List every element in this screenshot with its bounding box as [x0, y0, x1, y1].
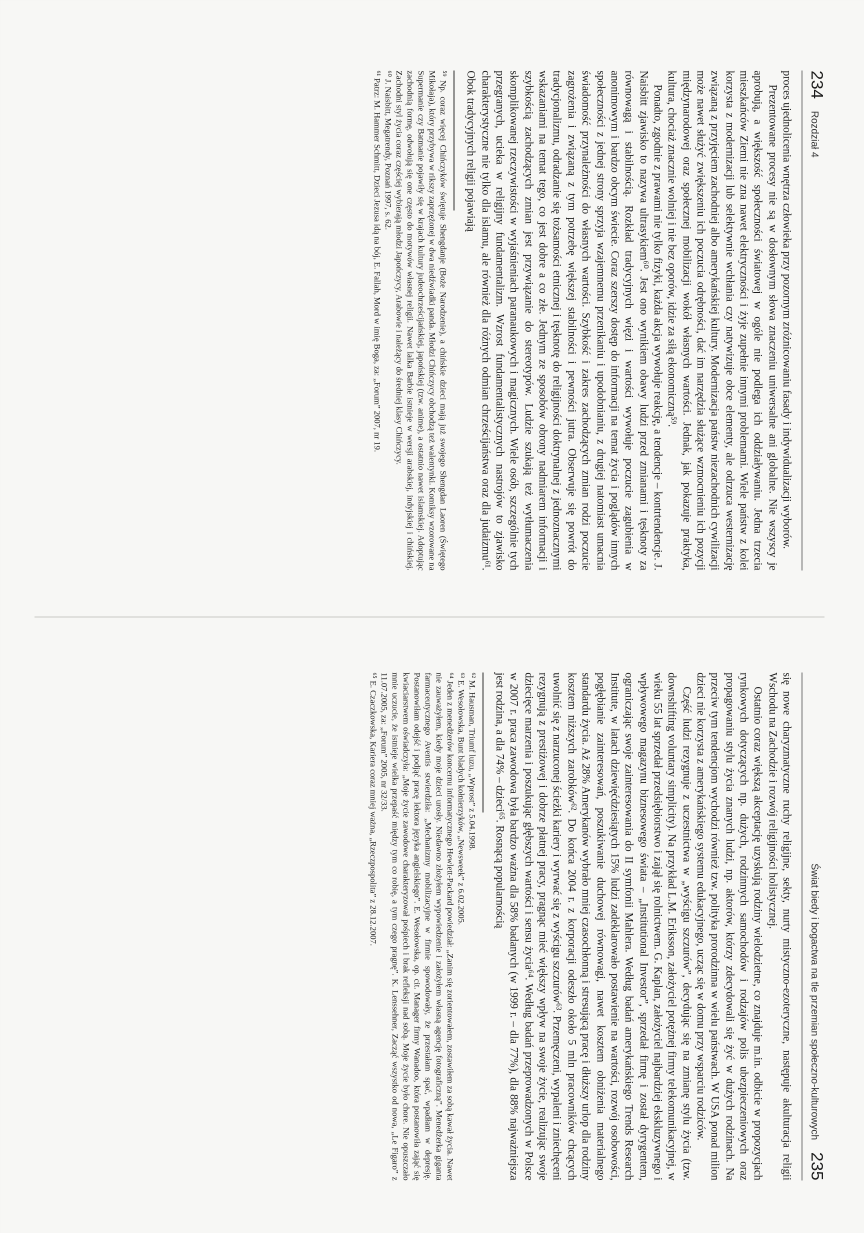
- right-body-text: [492, 672, 793, 1180]
- paragraph: proces ujednolicenia wnętrza człowieka przy pozornym zróżnicowaniu fasady i indywidualizacji wyborów.: [780, 70, 792, 549]
- left-page: [371, 70, 826, 570]
- footnote: ⁶³ E. Wesołowska, Bunt bladych kołnierzyków, „Newsweek” z 6.02.2005.: [455, 672, 466, 925]
- left-footnotes: [371, 70, 448, 570]
- paragraph: Ostatnio coraz większą akceptację uzyskują rodziny wielodzietne, co znajduje m.in. odbicie w propozycjach rynkowych dotyczących np. dużych, rodzinnych samochodów i rodzajów polis ubezpieczeniowych oraz propagowaniu stylu życia znanych ludzi, np. aktorów, którzy zdecydowali się żyć w dużych rodzinach. Na przeciw tym tendencjom wychodzi również tzw. polityka prorodzinna w wielu państwach. W USA ponad milion dzieci nie korzysta z amerykańskiego systemu edukacyjnego, ucząc się w domu przy wsparciu rodziców.: [693, 672, 764, 1180]
- left-page-header: [801, 70, 826, 570]
- footnote: ⁶⁵ E. Czaczkowska, Kariera coraz mniej ważna, „Rzeczpospolita” z 28.12.2007.: [367, 672, 378, 946]
- right-page-header: [801, 672, 826, 1180]
- footnote-rule: [453, 70, 454, 210]
- left-body-text: [463, 70, 793, 570]
- footnote: ⁶² M. Hausman, Triumf luzu, „Wprost” z 5.04.1998.: [466, 672, 477, 851]
- footnote: ⁶⁴ Jeden z menedżerów koncernu informatycznego Hewlett-Packard powiedział: „Zanim się zorientowałem, zostawiłem za sobą kawał życia. Nawet nie zauważyłem, kiedy moje dzieci urosły. Niedawno złożyłem wypowiedzenie i założyłem własną agencję fotograficzną”. Menedżerka giganta farmaceutycznego Aventis stwierdziła: „Mechanizmy mobilizacyjne w firmie spowodowały, że przestałam spać, wpadłam w depresję. Postanowiłam odejść i podjąć pracę lektora języka angielskiego”. E. Wesołowska, op. cit. Manager firmy Wanadoo, która postanowiła zająć się kwiaciarstwem oświadczyła: „Moje życie zawodowe charakteryzował pośpiech i brak refleksji nad sobą. Moje życie było chore. Nie opuszczało mnie uczucie, że istnieje wielka przepaść między tym co robię, a tym czego pragnę”. K. Lenssehner, Zacząć wszystko od nowa, „Le Figaro” z 11.07.2005, za: „Forum” 2005, nr 32/33.: [378, 672, 455, 1180]
- footnote: ⁵⁹ Np. coraz więcej Chińczyków świętuje Shengdanje (Boże Narodzenie), a chińskie dzieci mają już swojego Shengdan Laoren (Świętego Mikołaja), który przybywa w rikszy zaprzężonej w dwa niedźwiadki panda. Młodzi Chińczycy obchodzą też walentynki. Komiksy wzorowane na Supermanie czy Batmanie pojawiły się w krajach kultury judeochrześcijańskiej, japońskiej (tzw. anime), a ostatnio nawet islamskiej. Adoptując zachodnią formę, odwołują się one często do motywów własnej religii. Nawet lalka Barbie istnieje w wersji arabskiej, indyjskiej i chińskiej. Zachodni styl życia coraz częściej wybierają młodzi Japończycy, Arabowie i należący do średniej klasy Chińczycy.: [394, 70, 449, 570]
- footnote-rule: [482, 672, 483, 812]
- running-head: Rozdział 4: [808, 110, 819, 158]
- running-head: Świat biedy i bogactwa na tle przemian społeczno-kulturowych: [808, 862, 819, 1140]
- footnote: ⁶¹ Patrz: M. Hammer Schmitt, Dzieci Jezusa idą na bój, E. Fallah, Mord w imię Boga, za: „Forum” 2007, nr 19.: [372, 70, 383, 452]
- right-footnotes: [367, 672, 477, 1180]
- footnote: ⁶⁰ J. Naisbitt, Megatrendy, Poznań 1997, s. 62.: [383, 70, 394, 230]
- gutter: [34, 616, 824, 617]
- paragraph: Ponadto, zgodnie z prawami nie tylko fizyki, każda akcja wywołuje reakcję, a tendencje – kontrtendencje. J. Naisbitt zjawisko to nazywa ultrasykiem⁶⁰. Jest ono wynikiem obawy ludzi przed zmianami i tęsknoty za równowagą i stabilnością. Rozkład tradycyjnych więzi i wartości wywołuje poczucie zagubienia w anonimowym i bardzo obcym świecie. Coraz szerszy dostęp do informacji na temat życia i poglądów innych społeczności z jednej strony sprzyja wzajemnemu przenikaniu i upodobnianiu, z drugiej natomiast umacnia świadomość przynależności do własnych wartości. Szybkość i zakres zachodzących zmian rodzi poczucie zagrożenia i związaną z tym potrzebę większej stabilności i pewności jutra. Obserwuje się powrót do tradycjonalizmu, odradzanie się tożsamości etnicznej i tęsknotę do religijności doktrynalnej z jednoznacznymi wskazaniami na temat tego, co jest dobre a co złe. Jednym ze sposobów obrony nadmiarem informacji i szybkością zachodzących zmian jest przywiązanie do stereotypów. Ludzie szukają też wytłumaczenia skomplikowanej rzeczywistości w wyjaśnieniach paranaukowych i magicznych. Wiele osób, szczególnie tych przegranych, ucieka w religijny fundamentalizm. Wzrost fundamentalistycznych nastrojów to zjawisko charakterystyczne nie tylko dla islamu, ale również dla różnych odmian chrześcijaństwa oraz dla judaizmu⁶¹. Obok tradycyjnych religii pojawiają: [464, 70, 663, 570]
- page-number: 235: [807, 1151, 826, 1180]
- paragraph: się nowe charyzmatyczne ruchy religijne, sekty, nurty mistyczno-ezoteryczne, następuje akulturacja religii Wschodu na Zachodzie i rozwój religijności holistycznej.: [765, 672, 792, 1180]
- paragraph: Prezentowane procesy nie są w dosłownym słowa znaczeniu uniwersalne ani globalne. Nie wszyscy je aprobują, a większość społeczności światowej w ogóle nie podlega ich oddziaływaniu. Jedna trzecia mieszkańców Ziemi nie zna nawet elektryczności i żyje zupełnie innymi problemami. Wiele państw z kolei korzysta z modernizacji lub selektywnie wchłania czy natywizuje obce elementy, ale odrzuca westernizację związaną z przyjęciem zachodniej albo amerykańskiej kultury. Modernizacja państw niezachodnich cywilizacji może nawet służyć zwiększeniu ich poczucia odrębności, dać im narzędzia służące wzmocnieniu ich pozycji międzynarodowej oraz społecznej mobilizacji wokół własnych wartości. Jednak, jak pokazuje praktyka, kultura, chociaż znacznie wolniej i nie bez oporów, idzie za siłą ekonomiczną⁵⁹.: [665, 70, 778, 570]
- paragraph: Część ludzi rezygnuje z uczestnictwa w „wyścigu szczurów”, decydując się na zmianę stylu życia (tzw. downshifting voluntary simplicity). Na przykład L.M. Eriksson, założyciel potężnej firmy telekomunikacyjnej, w wieku 55 lat sprzedał przedsiębiorstwo i zajął się rolnictwem. G. Kaplan, założyciel najbardziej ekskluzywnego i wpływowego magazynu biznesowego świata – „Institutional Investor”, sprzedał firmę i został dyrygentem, ograniczając swoje zainteresowania do II symfonii Mahlera. Według badań amerykańskiego Trends Research Institute, w latach dziewięćdziesiątych 15% ludzi zadeklarowało postawienie na wartości, rozwój osobowości, pogłębianie zainteresowań, poszukiwanie duchowej równowagi, nawet kosztem obniżenia materialnego standardu życia. Aż 28% Amerykanów wybrało mniej czasochłonną i stresującą pracę i dłuższy urlop dla rodziny kosztem niższych zarobków⁶². Do końca 2004 r. z korporacji odeszło około 5 mln pracowników chcących uwolnić się z narzuconej ścieżki kariery i wyrwać się z wyścigu szczurów⁶³. Przemęczeni, wypaleni i zniechęceni rezygnują z prestiżowej i dobrze płatnej pracy, pragnąc mieć większy wpływ na swoje życie, realizując swoje dziecięce marzenia i poszukując głębszych wartości i sensu życia⁶⁴. Według badań przeprowadzonych w Polsce w 2007 r. praca zawodowa była bardzo ważna dla 58% badanych (w 1999 r. – dla 77%), dla 88% najważniejsza jest rodzina, a dla 74% – dzieci⁶⁵. Rosnącą popularnością: [493, 672, 692, 1180]
- right-page: [367, 672, 826, 1180]
- page-number: 234: [807, 70, 826, 99]
